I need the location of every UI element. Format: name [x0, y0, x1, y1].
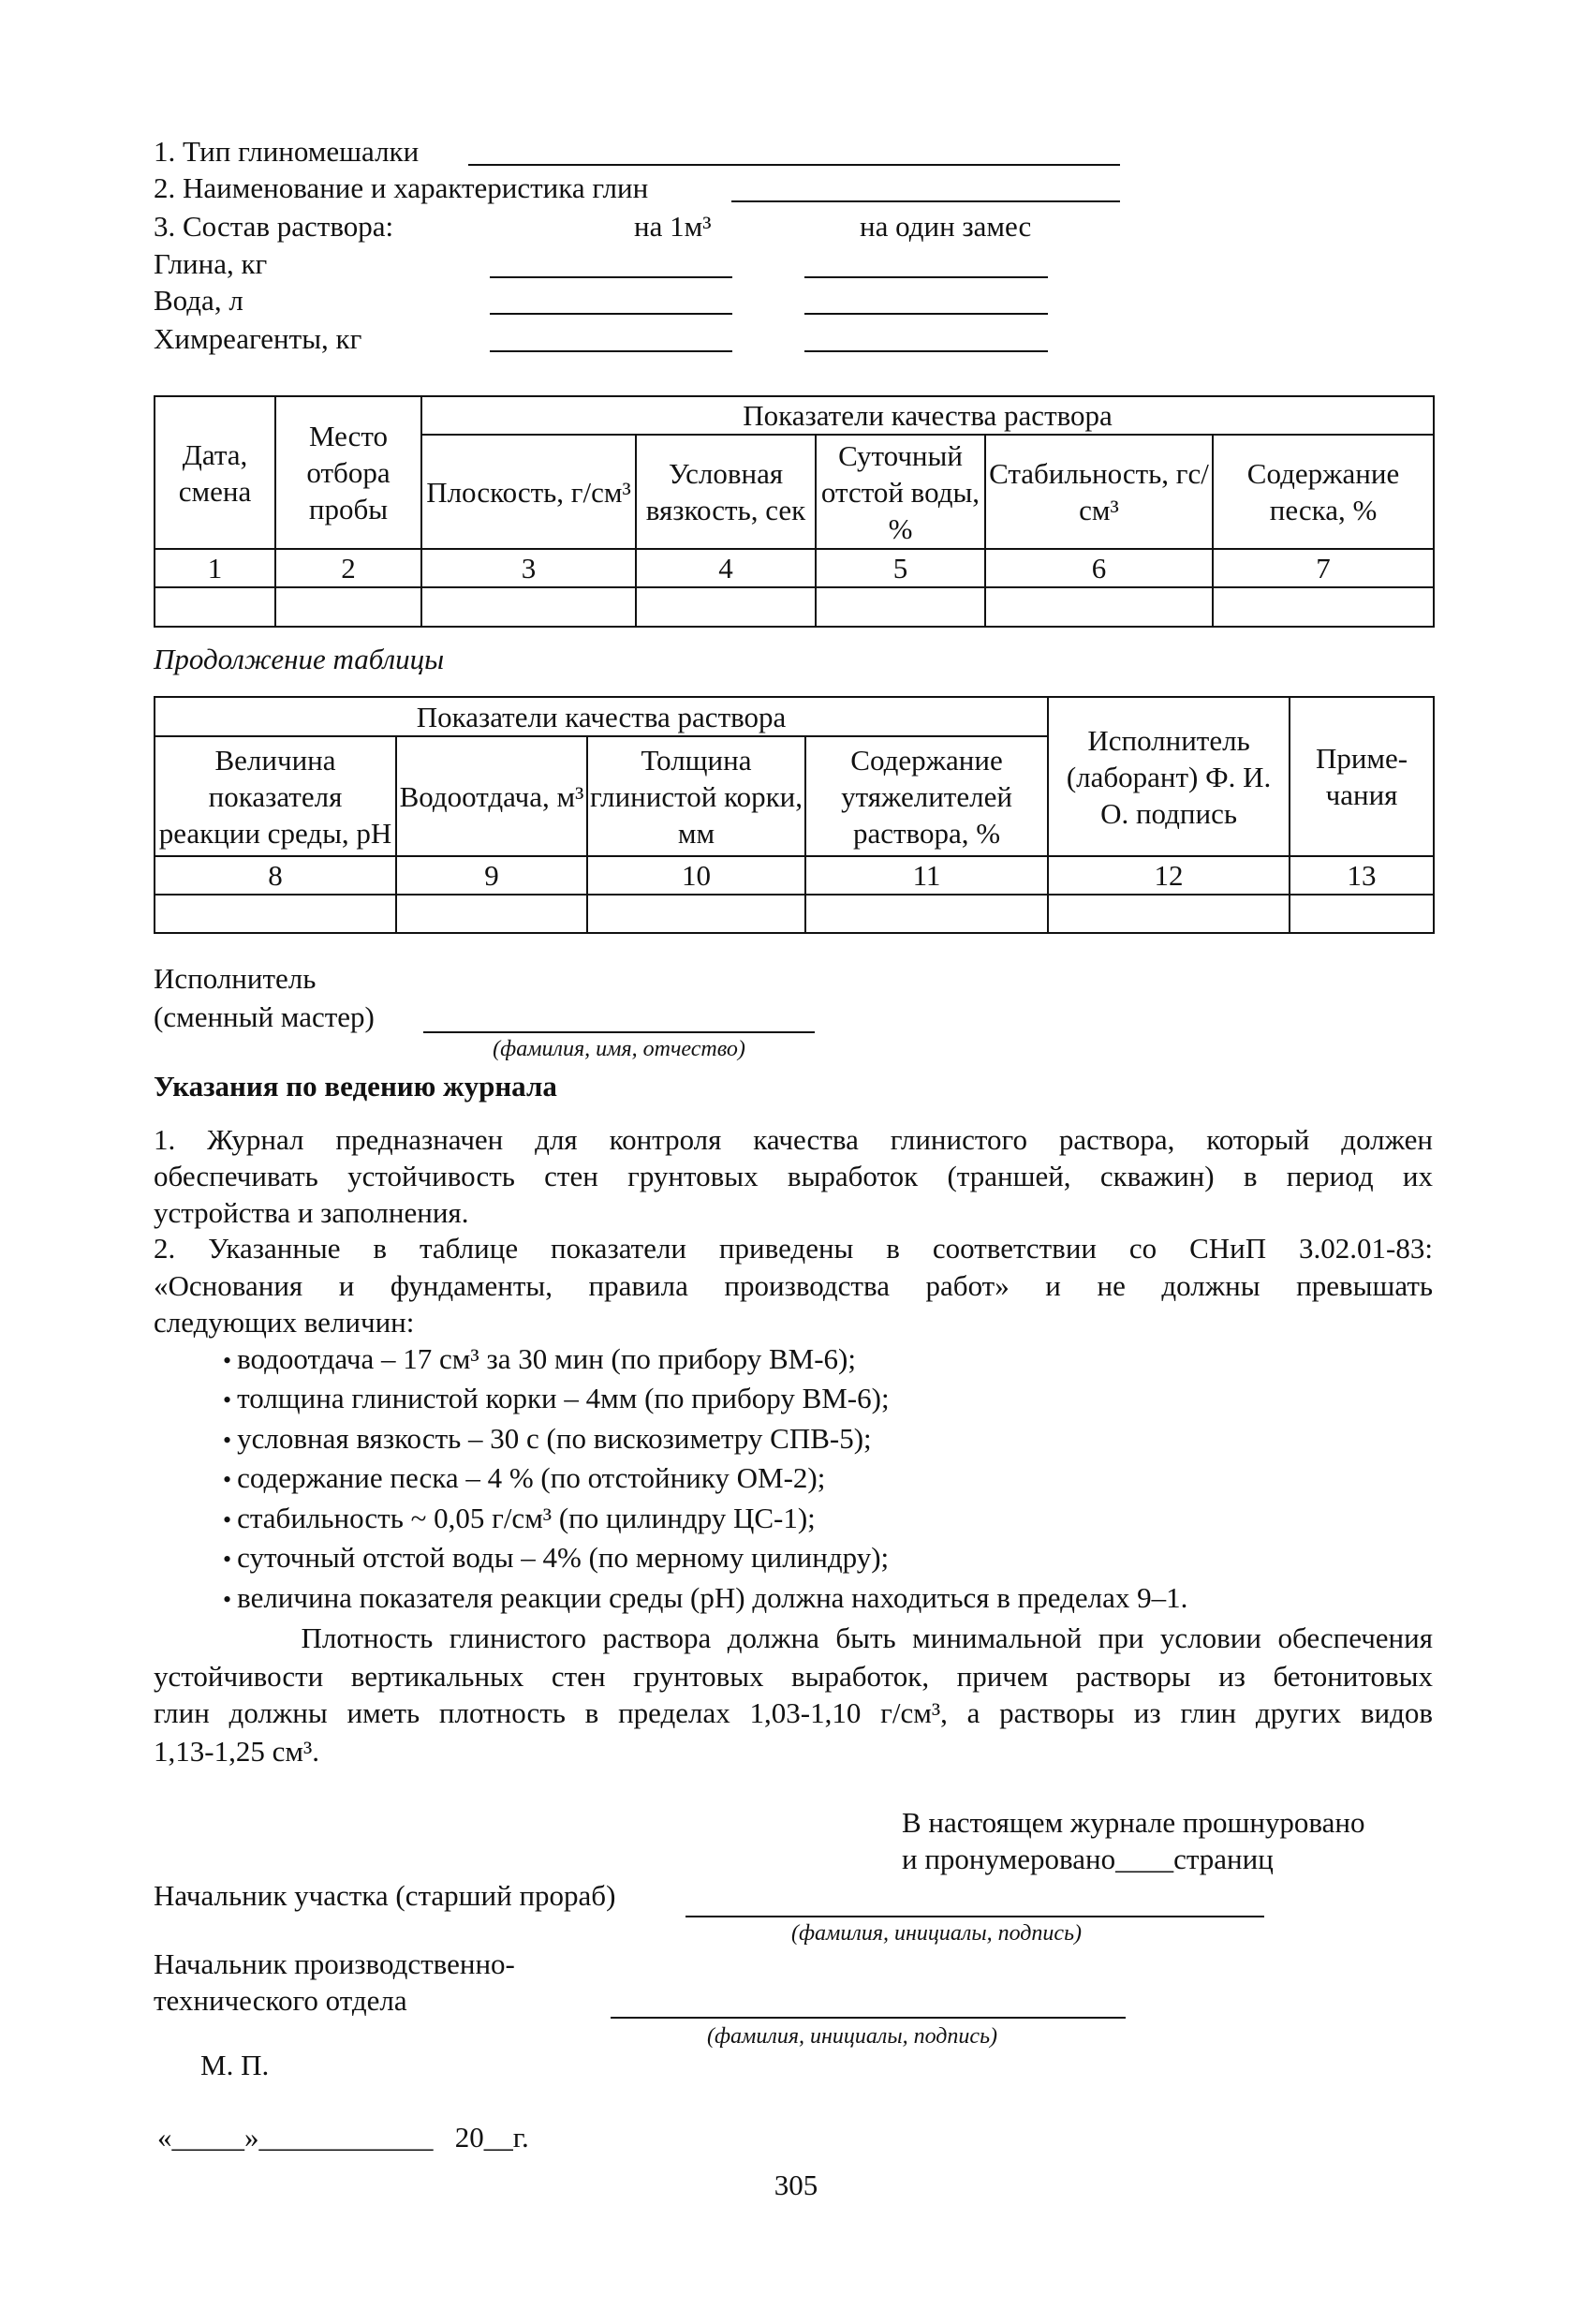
limit-bullet: • водоотдача – 17 см³ за 30 мин (по прибору ВМ-6);	[223, 1340, 856, 1380]
table-row	[155, 587, 1434, 627]
limit-bullet: • содержание песка – 4 % (по отстойнику ОМ-2);	[223, 1459, 825, 1499]
paragraph-2-line: «Основания и фундаменты, правила производства работ» и не должны превышать	[154, 1269, 1433, 1302]
empty-cell[interactable]	[805, 895, 1048, 933]
paragraph-1-line: устройства и заполнения.	[154, 1196, 469, 1229]
empty-cell[interactable]	[985, 587, 1213, 627]
header-density: Плоскость, г/см³	[421, 435, 636, 549]
site-chief-signature-field[interactable]	[685, 1916, 1264, 1917]
table-row	[155, 895, 1434, 933]
empty-cell[interactable]	[1290, 895, 1434, 933]
column-number: 7	[1213, 549, 1434, 587]
empty-cell[interactable]	[1213, 587, 1434, 627]
empty-cell[interactable]	[816, 587, 985, 627]
per-batch-label: на один замес	[860, 210, 1032, 243]
quality-table-part2	[154, 696, 1435, 934]
pto-chief-caption: (фамилия, инициалы, подпись)	[707, 2024, 997, 2049]
header-date-shift: Дата, смена	[155, 396, 275, 549]
stamp-place-label: М. П.	[200, 2049, 270, 2081]
clay-label: Глина, кг	[154, 247, 268, 280]
item-mixer-type: 1. Тип глиномешалки	[154, 135, 420, 168]
header-quality-group: Показатели качества раствора	[421, 396, 1434, 435]
empty-cell[interactable]	[636, 587, 816, 627]
page-number: 305	[774, 2169, 818, 2201]
empty-cell[interactable]	[421, 587, 636, 627]
empty-cell[interactable]	[1048, 895, 1290, 933]
empty-cell[interactable]	[587, 895, 805, 933]
header-sand-content: Содержание песка, %	[1213, 435, 1434, 549]
header-weighting-content: Содержание утяжелителей раствора, %	[805, 736, 1048, 856]
limit-bullet: • условная вязкость – 30 с (по вискозиметру СПВ-5);	[223, 1420, 872, 1459]
column-number: 4	[636, 549, 816, 587]
quality-table-part1	[154, 395, 1435, 628]
header-water-loss: Водоотдача, м³	[396, 736, 587, 856]
clay-name-field[interactable]	[731, 200, 1120, 202]
limit-bullet: • толщина глинистой корки – 4мм (по прибору ВМ-6);	[223, 1380, 890, 1419]
empty-cell[interactable]	[396, 895, 587, 933]
paragraph-2-line: следующих величин:	[154, 1306, 415, 1339]
clay-per-batch-field[interactable]	[804, 276, 1048, 278]
header-viscosity: Условная вязкость, сек	[636, 435, 816, 549]
paragraph-3-line: устойчивости вертикальных стен грунтовых выработок, причем растворы из бетонитовых	[154, 1660, 1433, 1693]
empty-cell[interactable]	[275, 587, 421, 627]
chemicals-label: Химреагенты, кг	[154, 322, 362, 355]
item-composition: 3. Состав раствора:	[154, 210, 394, 243]
limit-bullet: • суточный отстой воды – 4% (по мерному цилиндру);	[223, 1539, 889, 1578]
paragraph-2-line: 2. Указанные в таблице показатели приведены в соответствии со СНиП 3.02.01-83:	[154, 1232, 1433, 1265]
shift-master-name-field[interactable]	[423, 1031, 815, 1033]
water-label: Вода, л	[154, 284, 243, 317]
water-per-m3-field[interactable]	[490, 313, 732, 315]
numbered-pages-statement: и пронумеровано____страниц	[902, 1843, 1274, 1875]
table-continuation-label: Продолжение таблицы	[154, 643, 445, 675]
column-number: 6	[985, 549, 1213, 587]
empty-cell[interactable]	[155, 895, 396, 933]
date-field[interactable]: «_____»____________ 20__г.	[157, 2121, 529, 2154]
site-chief-caption: (фамилия, инициалы, подпись)	[791, 1921, 1082, 1946]
paragraph-1-line: обеспечивать устойчивость стен грунтовых выработок (траншей, скважин) в период их	[154, 1160, 1433, 1192]
empty-cell[interactable]	[155, 587, 275, 627]
pto-chief-signature-field[interactable]	[611, 2017, 1126, 2019]
laced-statement: В настоящем журнале прошнуровано	[902, 1806, 1365, 1839]
column-number: 5	[816, 549, 985, 587]
header-executor: Исполнитель (лаборант) Ф. И. О. подпись	[1048, 697, 1290, 856]
limit-bullet: • величина показателя реакции среды (pH) должна находиться в пределах 9–1.	[223, 1579, 1187, 1619]
limit-bullet: • стабильность ~ 0,05 г/см³ (по цилиндру ЦС-1);	[223, 1500, 816, 1539]
chemicals-per-batch-field[interactable]	[804, 350, 1048, 352]
column-number: 9	[396, 856, 587, 895]
header-stability: Стабильность, гс/см³	[985, 435, 1213, 549]
clay-per-m3-field[interactable]	[490, 276, 732, 278]
header-daily-settling: Суточный отстой воды, %	[816, 435, 985, 549]
paragraph-1-line: 1. Журнал предназначен для контроля качества глинистого раствора, который должен	[154, 1123, 1433, 1156]
paragraph-3-line: Плотность глинистого раствора должна быть минимальной при условии обеспечения	[154, 1621, 1433, 1654]
header-sample-place: Место отбора пробы	[275, 396, 421, 549]
item-clay-name: 2. Наименование и характеристика глин	[154, 171, 649, 204]
paragraph-3-line: 1,13-1,25 см³.	[154, 1735, 319, 1768]
column-number: 2	[275, 549, 421, 587]
executor-label: Исполнитель	[154, 962, 317, 995]
column-number: 11	[805, 856, 1048, 895]
header-ph: Величина показателя реакции среды, pH	[155, 736, 396, 856]
mixer-type-field[interactable]	[468, 164, 1120, 166]
column-number: 1	[155, 549, 275, 587]
water-per-batch-field[interactable]	[804, 313, 1048, 315]
per-m3-label: на 1м³	[634, 210, 712, 243]
column-number: 10	[587, 856, 805, 895]
pto-chief-label-line2: технического отдела	[154, 1984, 407, 2017]
column-number: 13	[1290, 856, 1434, 895]
header-quality-group: Показатели качества раствора	[155, 697, 1048, 736]
column-number: 3	[421, 549, 636, 587]
chemicals-per-m3-field[interactable]	[490, 350, 732, 352]
column-number: 12	[1048, 856, 1290, 895]
header-cake-thickness: Толщина глинистой корки, мм	[587, 736, 805, 856]
column-number: 8	[155, 856, 396, 895]
header-notes: Приме-чания	[1290, 697, 1434, 856]
instructions-heading: Указания по ведению журнала	[154, 1070, 557, 1103]
shift-master-caption: (фамилия, имя, отчество)	[493, 1037, 745, 1061]
paragraph-3-line: глин должны иметь плотность в пределах 1,03-1,10 г/см³, а растворы из глин других видов	[154, 1696, 1433, 1729]
pto-chief-label-line1: Начальник производственно-	[154, 1947, 515, 1980]
shift-master-label: (сменный мастер)	[154, 1000, 375, 1033]
site-chief-label: Начальник участка (старший прораб)	[154, 1879, 616, 1912]
